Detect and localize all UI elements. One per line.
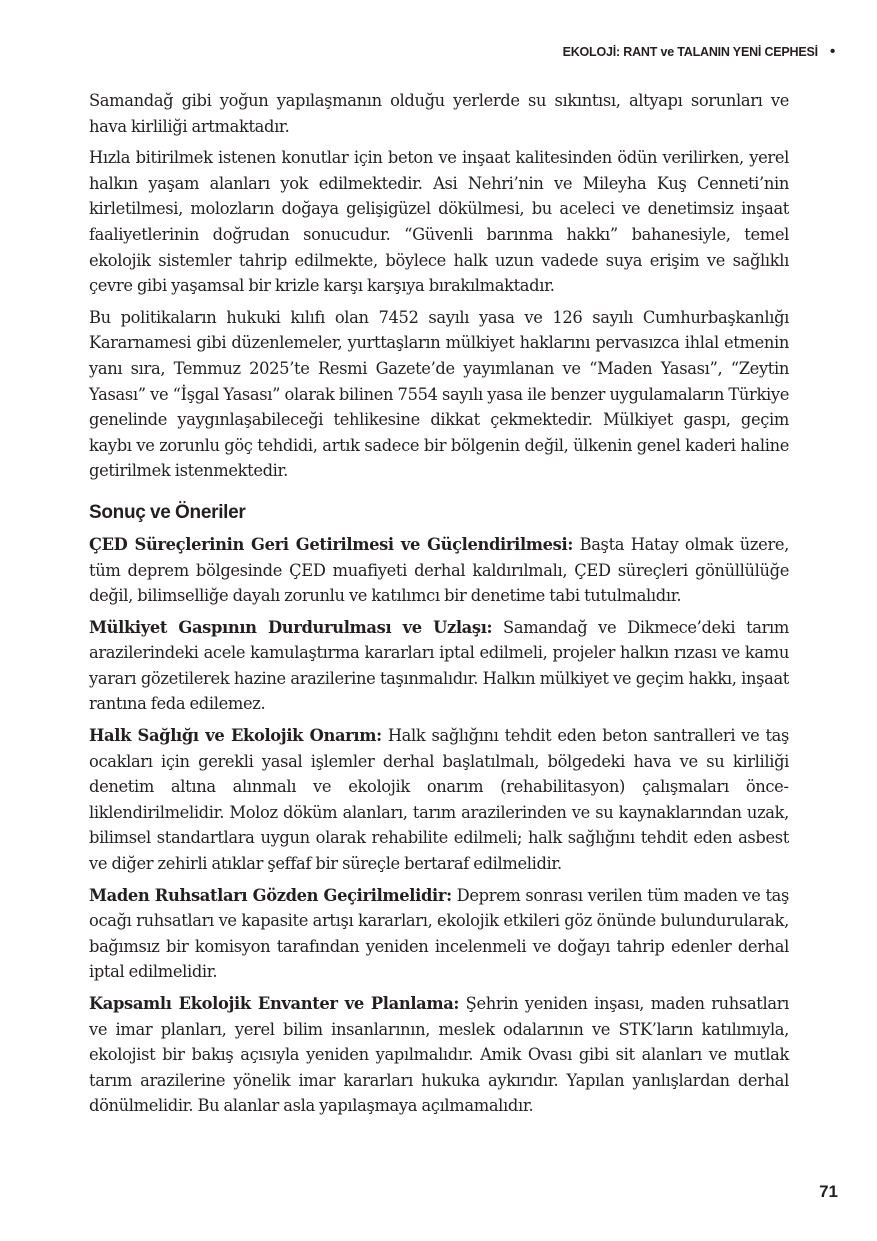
- recommendation-text: Samandağ ve Dikmece’deki tarım arazilerindeki acele kamulaştırma kararları iptal edilmeli, projeler halkın rızası ve kamu yararı gözetilerek hazine arazilerine taşınmalıdır. Halkın mülkiyet ve geçim hakkı, inşaat rantına feda edilemez.: [89, 617, 789, 714]
- recommendation-item: [89, 991, 789, 1119]
- paragraph: Samandağ gibi yoğun yapılaşmanın olduğu yerlerde su sıkıntısı, altyapı sorunları ve hava kirliliği artmaktadır.: [89, 91, 789, 136]
- recommendation-lead: Maden Ruhsatları Gözden Geçirilmelidir:: [89, 885, 452, 905]
- header-bullet: •: [829, 43, 835, 60]
- recommendation-item: [89, 723, 789, 877]
- page-body: [89, 88, 789, 1125]
- recommendation-text: Halk sağlığını tehdit eden beton santralleri ve taş ocakları için gerekli yasal işlemler derhal başlatılmalı, bölgedeki hava ve su kirliliği denetim altına alınmalı ve ekolojik onarım (rehabilitasyon) çalışmaları önceliklendirilmelidir. Moloz döküm alanları, tarım arazilerinden ve su kaynaklarından uzak, bilimsel standartlara uygun olarak rehabilite edilmeli; halk sağlığını tehdit eden asbest ve diğer zehirli atıklar şeffaf bir süreçle bertaraf edilmelidir.: [89, 726, 789, 874]
- recommendation-lead: Mülkiyet Gaspının Durdurulması ve Uzlaşı:: [89, 617, 493, 637]
- paragraph: Hızla bitirilmek istenen konutlar için beton ve inşaat kalitesinden ödün verilirken, yerel halkın yaşam alanları yok edilmektedir. Asi Nehri’nin ve Mileyha Kuş Cenneti’nin kirletilmesi, molozların doğaya gelişigüzel dökülmesi, bu aceleci ve denetimsiz inşaat faaliyetlerinin doğrudan sonucudur. “Güvenli barınma hakkı” bahanesiyle, temel ekolojik sistemler tahrip edilmekte, böylece halk uzun vadede suya erişim ve sağlıklı çevre gibi yaşamsal bir krizle karşı karşıya bırakılmaktadır.: [89, 148, 789, 296]
- recommendation-text: Deprem sonrası verilen tüm maden ve taş ocağı ruhsatları ve kapasite artışı kararları, ekolojik etkileri göz önünde bulundurularak, bağımsız bir komisyon tarafından yeniden incelenmeli ve doğayı tahrip edenler derhal iptal edilmelidir.: [89, 885, 789, 982]
- recommendation-lead: ÇED Süreçlerinin Geri Getirilmesi ve Güçlendirilmesi:: [89, 534, 573, 554]
- running-header: [563, 44, 835, 59]
- page-number: 71: [819, 1182, 838, 1201]
- recommendation-text: Başta Hatay olmak üzere, tüm deprem bölgesinde ÇED muafiyeti derhal kaldırılmalı, ÇED süreçleri gönüllülüğe değil, bilimselliğe dayalı zorunlu ve katılımcı bir denetime tabi tutulmalıdır.: [89, 534, 789, 606]
- running-title: EKOLOJİ: RANT ve TALANIN YENİ CEPHESİ: [562, 44, 818, 59]
- recommendation-lead: Kapsamlı Ekolojik Envanter ve Planlama:: [89, 994, 460, 1013]
- section-heading: Sonuç ve Öneriler: [89, 501, 246, 523]
- paragraph: Bu politikaların hukuki kılıfı olan 7452 sayılı yasa ve 126 sayılı Cumhurbaşkanlığı Kararnamesi gibi düzenlemeler, yurttaşların mülkiyet haklarını pervasızca ihlal etmenin yanı sıra, Temmuz 2025’te Resmi Gazete’de yayımlanan ve “Maden Yasası”, “Zeytin Yasası” ve “İşgal Yasası” olarak bilinen 7554 sayılı yasa ile benzer uygulamaların Türkiye genelinde yaygınlaşabileceği tehlikesine dikkat çekmektedir. Mülkiyet gaspı, geçim kaybı ve zorunlu göç tehdidi, artık sadece bir bölgenin değil, ülkenin genel kaderi haline getirilmek istenmektedir.: [89, 307, 789, 481]
- recommendation-item: [89, 532, 789, 609]
- recommendation-text: Şehrin yeniden inşası, maden ruhsatları ve imar planları, yerel bilim insanlarının, meslek odalarının ve STK’ların katılımıyla, ekolojist bir bakış açısıyla yeniden yapılmalıdır. Amik Ovası gibi sit alanları ve mutlak tarım arazilerine yönelik imar kararları hukuka aykırıdır. Yapılan yanlışlardan derhal dönülmelidir. Bu alanlar asla yapılaşmaya açılmamalıdır.: [89, 994, 789, 1116]
- recommendation-lead: Halk Sağlığı ve Ekolojik Onarım:: [89, 726, 382, 746]
- recommendation-item: [89, 615, 789, 717]
- recommendation-item: [89, 883, 789, 985]
